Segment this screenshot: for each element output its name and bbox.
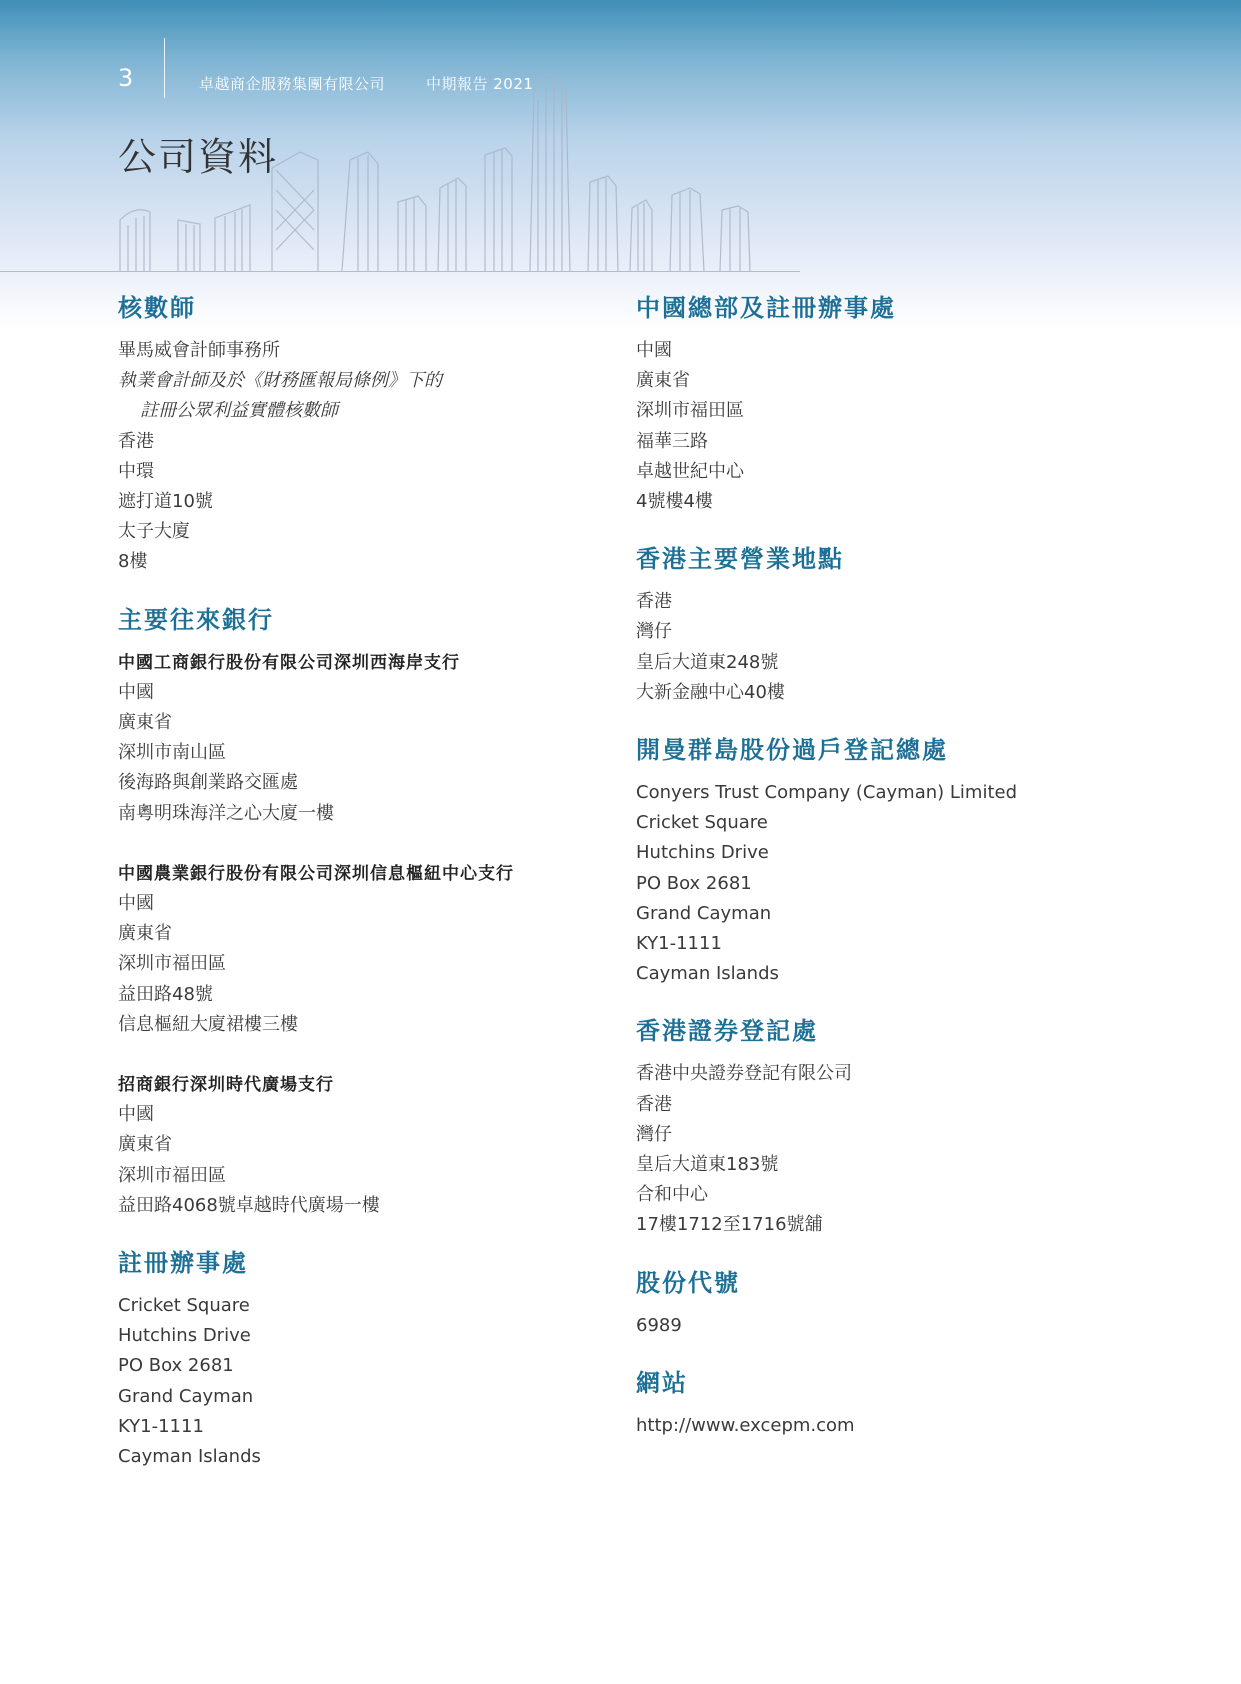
auditor-line: 中環: [118, 460, 154, 482]
bank-item: [118, 859, 598, 1040]
bank-item: [118, 648, 598, 829]
page-title: 公司資料: [118, 135, 279, 179]
website-section: [636, 1365, 1196, 1441]
cayman-registrar-line: Grand Cayman: [636, 902, 772, 924]
registered-office-line: Cricket Square: [118, 1295, 250, 1317]
cayman-registrar-line: Conyers Trust Company (Cayman) Limited: [636, 782, 1017, 804]
hq-line: 福華三路: [636, 430, 708, 452]
stock-code-section: [636, 1265, 1196, 1341]
hq-line: 4號樓4樓: [636, 491, 713, 513]
hk-registrar-line: 香港: [636, 1093, 672, 1115]
hk-office-title: 香港主要營業地點: [636, 545, 844, 574]
auditor-line: 註冊公眾利益實體核數師: [140, 400, 338, 422]
bank-line: 廣東省: [118, 712, 172, 734]
right-column: [636, 290, 1196, 1441]
auditor-line: 8樓: [118, 551, 148, 573]
hk-registrar-line: 17樓1712至1716號舖: [636, 1214, 823, 1236]
hq-title: 中國總部及註冊辦事處: [636, 294, 896, 322]
bank-line: 益田路48號: [118, 983, 213, 1005]
bank-line: 中國: [118, 681, 154, 703]
hk-office-line: 香港: [636, 591, 672, 613]
cayman-registrar-section: [636, 732, 1196, 989]
left-column: [118, 290, 598, 1472]
hk-registrar-line: 皇后大道東183號: [636, 1154, 779, 1176]
bank-line: 中國: [118, 1104, 154, 1126]
cayman-registrar-line: PO Box 2681: [636, 872, 752, 894]
bank-name: 招商銀行深圳時代廣場支行: [118, 1075, 334, 1096]
hk-office-section: [636, 541, 1196, 708]
cayman-registrar-line: KY1-1111: [636, 933, 722, 955]
bank-line: 益田路4068號卓越時代廣場一樓: [118, 1194, 380, 1216]
cayman-registrar-title: 開曼群島股份過戶登記總處: [636, 736, 948, 765]
bank-name: 中國工商銀行股份有限公司深圳西海岸支行: [118, 652, 460, 673]
auditor-section: [118, 290, 598, 578]
stock-code-title: 股份代號: [636, 1268, 740, 1297]
website-link[interactable]: http://www.excepm.com: [636, 1414, 855, 1436]
hq-line: 深圳市福田區: [636, 400, 744, 422]
hk-registrar-line: 香港中央證券登記有限公司: [636, 1063, 852, 1085]
hq-line: 廣東省: [636, 370, 690, 392]
report-name: 中期報告 2021: [426, 75, 534, 93]
hk-registrar-section: [636, 1013, 1196, 1240]
bank-name: 中國農業銀行股份有限公司深圳信息樞紐中心支行: [118, 863, 514, 884]
registered-office-line: KY1-1111: [118, 1415, 204, 1437]
hk-office-line: 皇后大道東248號: [636, 651, 779, 673]
bank-line: 廣東省: [118, 923, 172, 945]
banks-title: 主要往來銀行: [118, 605, 274, 634]
banner-baseline: [0, 271, 800, 272]
auditor-line: 香港: [118, 430, 154, 452]
hk-registrar-line: 灣仔: [636, 1123, 672, 1145]
bank-line: 深圳市福田區: [118, 953, 226, 975]
auditor-line: 遮打道10號: [118, 491, 213, 513]
registered-office-line: Grand Cayman: [118, 1385, 254, 1407]
hq-line: 卓越世紀中心: [636, 460, 744, 482]
hk-office-line: 灣仔: [636, 621, 672, 643]
banks-section: [118, 602, 598, 1221]
hq-section: [636, 290, 1196, 517]
registered-office-title: 註冊辦事處: [118, 1249, 248, 1278]
bank-line: 信息樞紐大廈裙樓三樓: [118, 1013, 298, 1035]
bank-line: 廣東省: [118, 1134, 172, 1156]
bank-item: [118, 1070, 598, 1221]
bank-line: 後海路與創業路交匯處: [118, 772, 298, 794]
auditor-line: 畢馬威會計師事務所: [118, 340, 280, 361]
bank-line: 中國: [118, 893, 154, 915]
bank-line: 深圳市南山區: [118, 742, 226, 764]
hk-registrar-line: 合和中心: [636, 1184, 708, 1206]
bank-line: 南粵明珠海洋之心大廈一樓: [118, 802, 334, 824]
registered-office-section: [118, 1245, 598, 1472]
cayman-registrar-line: Hutchins Drive: [636, 842, 769, 864]
cayman-registrar-line: Cricket Square: [636, 812, 768, 834]
hq-line: 中國: [636, 340, 672, 361]
hk-office-line: 大新金融中心40樓: [636, 681, 785, 703]
auditor-line: 執業會計師及於《財務匯報局條例》下的: [118, 370, 442, 392]
page-number: 3: [118, 64, 134, 92]
auditor-line: 太子大廈: [118, 521, 190, 543]
registered-office-line: Cayman Islands: [118, 1446, 261, 1468]
website-title: 網站: [636, 1368, 688, 1397]
cayman-registrar-line: Cayman Islands: [636, 963, 779, 985]
bank-line: 深圳市福田區: [118, 1164, 226, 1186]
header-divider: [164, 38, 165, 98]
auditor-title: 核數師: [118, 294, 196, 322]
registered-office-line: Hutchins Drive: [118, 1325, 251, 1347]
company-name: 卓越商企服務集團有限公司: [199, 75, 386, 93]
hk-registrar-title: 香港證券登記處: [636, 1017, 818, 1046]
registered-office-line: PO Box 2681: [118, 1355, 234, 1377]
stock-code-value: 6989: [636, 1314, 682, 1336]
